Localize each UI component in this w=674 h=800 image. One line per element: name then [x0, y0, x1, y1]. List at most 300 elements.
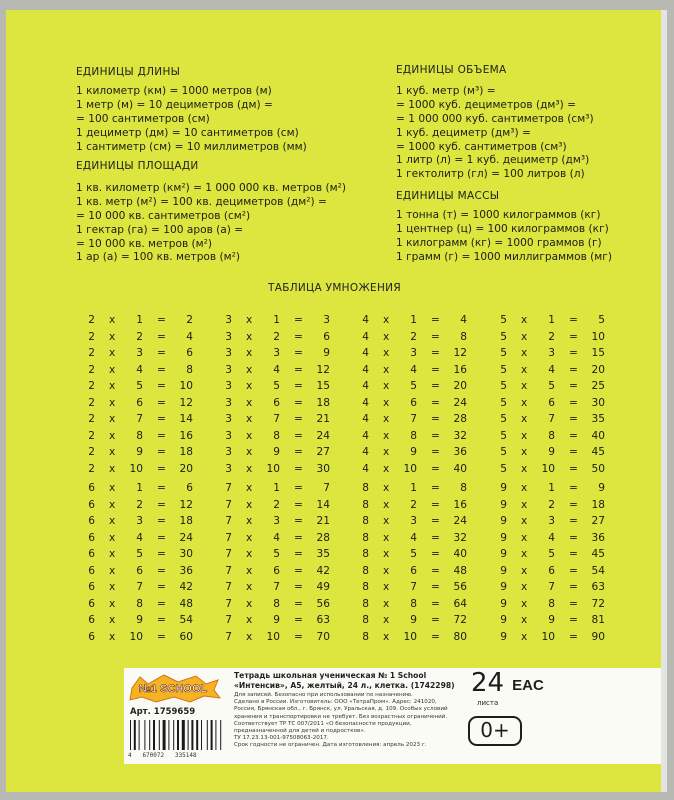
factor-b: 2 [410, 330, 417, 343]
times-sign: x [109, 363, 116, 376]
equals-sign: = [569, 548, 578, 560]
product: 36 [453, 446, 467, 458]
product: 10 [179, 380, 193, 392]
product: 12 [453, 347, 467, 359]
times-sign: x [246, 380, 253, 392]
factor-a: 2 [88, 446, 95, 458]
factor-a: 9 [500, 614, 507, 626]
equals-sign: = [431, 630, 440, 643]
factor-a: 5 [500, 314, 507, 326]
equals-sign: = [157, 462, 166, 475]
barcode-bar [130, 720, 131, 750]
factor-a: 4 [362, 429, 369, 442]
factor-b: 6 [410, 396, 417, 409]
text-line: 1 ар (а) = 100 кв. метров (м²) [76, 251, 241, 264]
multiplication-table-title: ТАБЛИЦА УМНОЖЕНИЯ [268, 282, 401, 294]
factor-b: 1 [548, 482, 555, 494]
equals-sign: = [294, 380, 303, 392]
product: 40 [591, 429, 605, 442]
factor-b: 9 [136, 614, 143, 626]
times-sign: x [246, 429, 253, 442]
product: 21 [316, 413, 330, 425]
product: 50 [591, 462, 605, 475]
factor-b: 9 [548, 446, 555, 458]
equals-sign: = [157, 380, 166, 392]
factor-a: 2 [88, 363, 95, 376]
factor-b: 4 [273, 531, 280, 544]
equals-sign: = [294, 396, 303, 409]
times-sign: x [521, 462, 528, 475]
product: 28 [453, 413, 467, 425]
times-sign: x [521, 446, 528, 458]
age-rating-badge: 0+ [468, 716, 522, 746]
factor-b: 2 [548, 330, 555, 343]
product: 27 [591, 515, 605, 527]
factor-b: 6 [136, 564, 143, 577]
factor-b: 10 [129, 462, 143, 475]
factor-a: 7 [225, 531, 232, 544]
factor-b: 9 [548, 614, 555, 626]
times-sign: x [383, 347, 390, 359]
times-sign: x [521, 413, 528, 425]
factor-b: 6 [136, 396, 143, 409]
equals-sign: = [294, 314, 303, 326]
mass-units-list [396, 209, 612, 265]
times-sign: x [109, 498, 116, 511]
equals-sign: = [157, 630, 166, 643]
factor-b: 6 [410, 564, 417, 577]
factor-a: 8 [362, 548, 369, 560]
equals-sign: = [157, 314, 166, 326]
factor-b: 3 [548, 347, 555, 359]
product: 18 [179, 446, 193, 458]
equals-sign: = [157, 515, 166, 527]
equals-sign: = [294, 581, 303, 593]
factor-a: 6 [88, 498, 95, 511]
equals-sign: = [431, 531, 440, 544]
times-sign: x [383, 396, 390, 409]
factor-a: 7 [225, 498, 232, 511]
factor-b: 4 [410, 363, 417, 376]
text-line: = 10 000 кв. метров (м²) [76, 237, 213, 250]
product: 30 [179, 548, 193, 560]
times-sign: x [383, 597, 390, 610]
equals-sign: = [157, 614, 166, 626]
factor-a: 2 [88, 413, 95, 425]
equals-sign: = [294, 446, 303, 458]
factor-b: 8 [548, 597, 555, 610]
times-sign: x [109, 531, 116, 544]
factor-b: 2 [410, 498, 417, 511]
factor-b: 3 [410, 515, 417, 527]
times-sign: x [383, 630, 390, 643]
factor-b: 4 [548, 531, 555, 544]
equals-sign: = [431, 614, 440, 626]
text-line: Для записей. Безопасно при использовании по назначению. [234, 692, 413, 698]
factor-b: 8 [136, 429, 143, 442]
text-line: = 1 000 000 куб. сантиметров (см³) [396, 112, 594, 125]
times-sign: x [383, 515, 390, 527]
product: 48 [453, 564, 467, 577]
factor-a: 3 [225, 314, 232, 326]
product: 3 [323, 314, 330, 326]
times-sign: x [521, 380, 528, 392]
barcode-bar [144, 720, 145, 750]
barcode-bar [211, 720, 213, 750]
factor-a: 7 [225, 581, 232, 593]
product: 12 [316, 363, 330, 376]
product: 21 [316, 515, 330, 527]
barcode-bar [163, 720, 166, 750]
equals-sign: = [431, 413, 440, 425]
times-sign: x [521, 581, 528, 593]
equals-sign: = [569, 429, 578, 442]
equals-sign: = [431, 498, 440, 511]
product: 42 [179, 581, 193, 593]
factor-b: 9 [410, 614, 417, 626]
equals-sign: = [294, 330, 303, 343]
mass-units-title: ЕДИНИЦЫ МАССЫ [396, 190, 500, 202]
equals-sign: = [569, 380, 578, 392]
product: 36 [591, 531, 605, 544]
factor-b: 2 [136, 330, 143, 343]
factor-b: 1 [410, 482, 417, 494]
times-sign: x [383, 380, 390, 392]
factor-a: 4 [362, 330, 369, 343]
factor-a: 8 [362, 597, 369, 610]
factor-a: 5 [500, 413, 507, 425]
times-sign: x [246, 614, 253, 626]
equals-sign: = [431, 380, 440, 392]
product: 36 [179, 564, 193, 577]
factor-b: 8 [273, 429, 280, 442]
barcode-bar [207, 720, 208, 750]
svg-text:№1 SCHOOL: №1 SCHOOL [138, 683, 208, 695]
factor-a: 7 [225, 548, 232, 560]
times-sign: x [246, 581, 253, 593]
times-sign: x [109, 462, 116, 475]
text-line: 1 километр (км) = 1000 метров (м) [76, 85, 272, 97]
equals-sign: = [431, 482, 440, 494]
equals-sign: = [431, 347, 440, 359]
factor-a: 2 [88, 380, 95, 392]
times-sign: x [521, 597, 528, 610]
factor-b: 4 [273, 363, 280, 376]
product: 12 [179, 396, 193, 409]
factor-b: 1 [273, 314, 280, 326]
factor-b: 5 [136, 380, 143, 392]
product: 7 [323, 482, 330, 494]
product: 30 [591, 396, 605, 409]
factor-a: 9 [500, 597, 507, 610]
factor-a: 9 [500, 498, 507, 511]
product: 6 [186, 347, 193, 359]
equals-sign: = [294, 531, 303, 544]
times-sign: x [383, 498, 390, 511]
times-sign: x [246, 446, 253, 458]
barcode-bar [188, 720, 189, 750]
factor-a: 5 [500, 363, 507, 376]
factor-b: 9 [136, 446, 143, 458]
factor-a: 4 [362, 347, 369, 359]
factor-a: 4 [362, 462, 369, 475]
factor-b: 4 [410, 531, 417, 544]
factor-a: 8 [362, 498, 369, 511]
factor-b: 7 [548, 581, 555, 593]
factor-b: 10 [541, 462, 555, 475]
times-sign: x [383, 462, 390, 475]
equals-sign: = [294, 363, 303, 376]
product: 15 [591, 347, 605, 359]
product: 63 [316, 614, 330, 626]
equals-sign: = [157, 482, 166, 494]
factor-b: 1 [273, 482, 280, 494]
equals-sign: = [431, 363, 440, 376]
times-sign: x [521, 396, 528, 409]
factor-b: 6 [273, 564, 280, 577]
area-units-list [76, 182, 346, 265]
product: 4 [460, 314, 467, 326]
factor-a: 6 [88, 614, 95, 626]
factor-b: 1 [548, 314, 555, 326]
factor-a: 5 [500, 347, 507, 359]
factor-b: 8 [410, 597, 417, 610]
times-sign: x [109, 597, 116, 610]
product: 14 [316, 498, 330, 511]
times-sign: x [109, 429, 116, 442]
text-line: 1 дециметр (дм) = 10 сантиметров (см) [76, 126, 299, 139]
factor-a: 6 [88, 630, 95, 643]
times-sign: x [521, 548, 528, 560]
equals-sign: = [294, 347, 303, 359]
factor-b: 6 [548, 396, 555, 409]
equals-sign: = [294, 597, 303, 610]
times-sign: x [246, 363, 253, 376]
product: 35 [316, 548, 330, 560]
article-number: Арт. 1759659 [130, 707, 196, 717]
length-units-list [76, 85, 307, 154]
times-sign: x [246, 482, 253, 494]
times-sign: x [521, 363, 528, 376]
barcode [128, 720, 228, 752]
times-sign: x [383, 548, 390, 560]
factor-a: 3 [225, 462, 232, 475]
product: 9 [323, 347, 330, 359]
factor-b: 2 [273, 330, 280, 343]
factor-a: 7 [225, 482, 232, 494]
product: 70 [316, 630, 330, 643]
equals-sign: = [431, 314, 440, 326]
factor-b: 5 [548, 380, 555, 392]
times-sign: x [521, 498, 528, 511]
product: 6 [186, 482, 193, 494]
product: 24 [179, 531, 193, 544]
factor-a: 7 [225, 614, 232, 626]
school-logo [126, 672, 222, 704]
times-sign: x [109, 482, 116, 494]
factor-a: 3 [225, 446, 232, 458]
product: 6 [323, 330, 330, 343]
text-line: = 100 сантиметров (см) [76, 112, 210, 125]
equals-sign: = [294, 498, 303, 511]
times-sign: x [383, 482, 390, 494]
factor-b: 10 [541, 630, 555, 643]
factor-a: 2 [88, 462, 95, 475]
factor-b: 4 [136, 531, 143, 544]
product: 14 [179, 413, 193, 425]
product: 16 [179, 429, 193, 442]
product: 5 [598, 314, 605, 326]
barcode-bar [139, 720, 140, 750]
factor-b: 9 [273, 614, 280, 626]
product: 32 [453, 531, 467, 544]
equals-sign: = [294, 413, 303, 425]
equals-sign: = [431, 462, 440, 475]
product: 20 [179, 462, 193, 475]
text-line: = 10 000 кв. сантиметров (см²) [76, 209, 251, 222]
product: 18 [179, 515, 193, 527]
equals-sign: = [431, 429, 440, 442]
barcode-bar [153, 720, 155, 750]
times-sign: x [246, 413, 253, 425]
product: 80 [453, 630, 467, 643]
times-sign: x [246, 498, 253, 511]
product: 35 [591, 413, 605, 425]
equals-sign: = [157, 581, 166, 593]
factor-b: 3 [273, 347, 280, 359]
product: 16 [453, 363, 467, 376]
equals-sign: = [569, 581, 578, 593]
factor-b: 2 [136, 498, 143, 511]
factor-a: 6 [88, 531, 95, 544]
product: 64 [453, 597, 467, 610]
equals-sign: = [569, 614, 578, 626]
times-sign: x [246, 330, 253, 343]
text-line: Сделано в России. Изготовитель: ООО «ТетраПром». Адрес: 241020, [234, 699, 437, 706]
times-sign: x [246, 314, 253, 326]
times-sign: x [109, 314, 116, 326]
equals-sign: = [294, 462, 303, 475]
text-line: 1 литр (л) = 1 куб. дециметр (дм³) [396, 154, 590, 167]
factor-a: 6 [88, 597, 95, 610]
factor-a: 3 [225, 347, 232, 359]
times-sign: x [521, 347, 528, 359]
product: 20 [453, 380, 467, 392]
factor-a: 7 [225, 597, 232, 610]
factor-a: 8 [362, 482, 369, 494]
factor-a: 9 [500, 515, 507, 527]
barcode-bar [182, 720, 185, 750]
equals-sign: = [294, 564, 303, 577]
text-line: = 1000 куб. дециметров (дм³) = [396, 98, 577, 111]
factor-b: 3 [410, 347, 417, 359]
times-sign: x [383, 564, 390, 577]
text-line: 1 центнер (ц) = 100 килограммов (кг) [396, 222, 609, 235]
product: 18 [591, 498, 605, 511]
product: 32 [453, 429, 467, 442]
factor-b: 7 [136, 413, 143, 425]
product: 24 [316, 429, 330, 442]
equals-sign: = [431, 330, 440, 343]
equals-sign: = [569, 314, 578, 326]
product: 10 [591, 330, 605, 343]
factor-a: 9 [500, 581, 507, 593]
equals-sign: = [294, 482, 303, 494]
times-sign: x [383, 330, 390, 343]
product: 18 [316, 396, 330, 409]
factor-a: 2 [88, 330, 95, 343]
barcode-bar [159, 720, 160, 750]
times-sign: x [521, 330, 528, 343]
times-sign: x [109, 548, 116, 560]
product: 81 [591, 614, 605, 626]
factor-b: 8 [273, 597, 280, 610]
text-line: = 1000 куб. сантиметров (см³) [396, 140, 567, 153]
equals-sign: = [569, 363, 578, 376]
factor-b: 3 [273, 515, 280, 527]
equals-sign: = [294, 515, 303, 527]
times-sign: x [109, 347, 116, 359]
equals-sign: = [569, 515, 578, 527]
product: 42 [316, 564, 330, 577]
factor-a: 5 [500, 380, 507, 392]
barcode-bar [220, 720, 221, 750]
equals-sign: = [569, 330, 578, 343]
text-line: 1 гектолитр (гл) = 100 литров (л) [396, 168, 585, 181]
product: 8 [460, 330, 467, 343]
factor-a: 6 [88, 548, 95, 560]
factor-b: 7 [273, 581, 280, 593]
equals-sign: = [294, 429, 303, 442]
factor-a: 9 [500, 564, 507, 577]
equals-sign: = [431, 515, 440, 527]
factor-a: 2 [88, 396, 95, 409]
factor-a: 3 [225, 429, 232, 442]
text-line: Россия, Брянская обл., г. Брянск, ул. Уральская, д. 109. Особых условий [234, 706, 448, 713]
factor-b: 7 [136, 581, 143, 593]
text-line: 1 грамм (г) = 1000 миллиграммов (мг) [396, 250, 612, 263]
times-sign: x [383, 581, 390, 593]
product: 72 [453, 614, 467, 626]
product: 20 [591, 363, 605, 376]
factor-b: 6 [548, 564, 555, 577]
factor-a: 5 [500, 429, 507, 442]
factor-b: 8 [410, 429, 417, 442]
text-line: ТУ 17.23.13-001-97508063-2017. [234, 735, 329, 742]
barcode-bar [173, 720, 174, 750]
equals-sign: = [294, 630, 303, 643]
factor-b: 8 [136, 597, 143, 610]
factor-a: 5 [500, 446, 507, 458]
product: 48 [179, 597, 193, 610]
times-sign: x [521, 564, 528, 577]
product: 54 [179, 614, 193, 626]
text-line: Срок годности не ограничен. Дата изготовления: апрель 2023 г. [234, 742, 427, 749]
times-sign: x [383, 429, 390, 442]
times-sign: x [109, 413, 116, 425]
factor-a: 8 [362, 531, 369, 544]
text-line: 1 гектар (га) = 100 аров (а) = [76, 223, 244, 236]
factor-b: 9 [410, 446, 417, 458]
equals-sign: = [569, 413, 578, 425]
times-sign: x [521, 531, 528, 544]
factor-b: 3 [136, 515, 143, 527]
factor-b: 4 [548, 363, 555, 376]
product: 25 [591, 380, 605, 392]
factor-a: 4 [362, 380, 369, 392]
product: 4 [186, 330, 193, 343]
factor-a: 3 [225, 413, 232, 425]
